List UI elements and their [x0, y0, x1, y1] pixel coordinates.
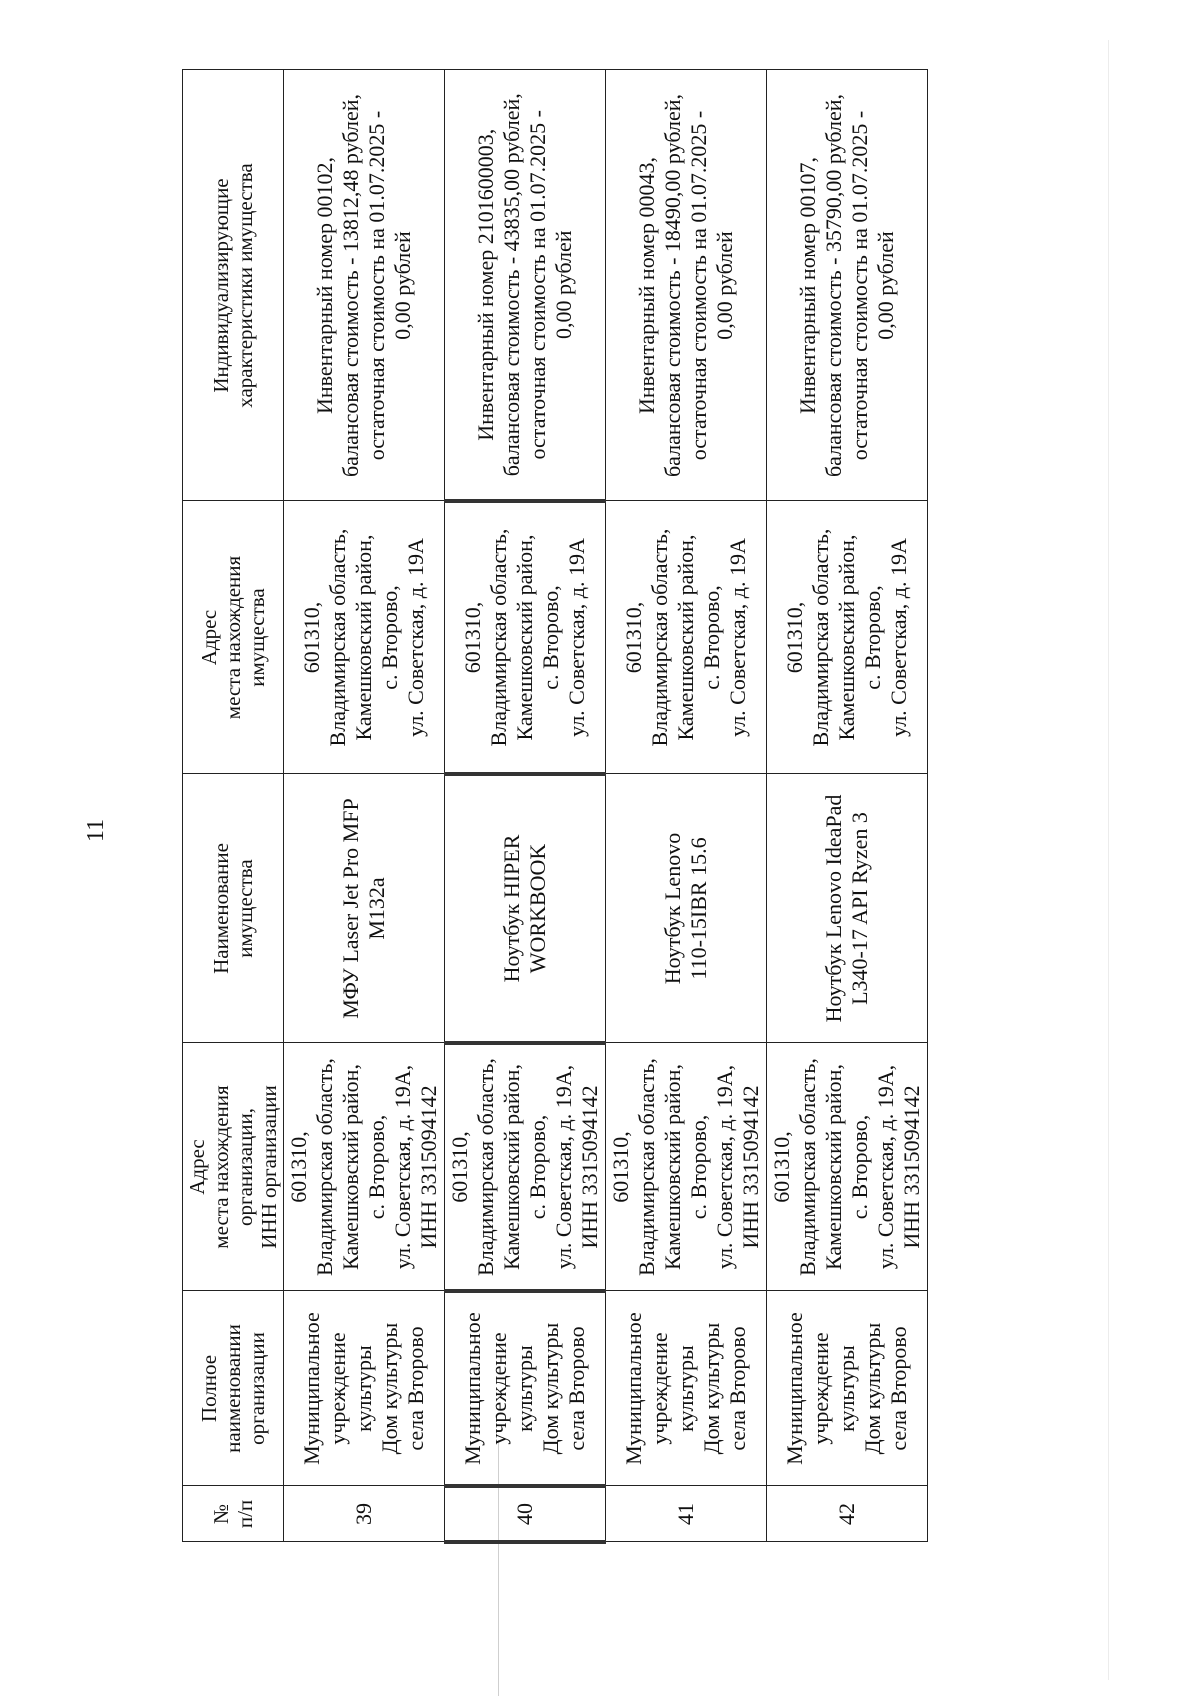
header-characteristics: Индивидуализирующие характеристики имущества: [183, 70, 284, 501]
cell-characteristics: Инвентарный номер 00102, балансовая стоимость - 13812,48 рублей, остаточная стоимость на 01.07.2025 - 0,00 рублей: [284, 70, 445, 501]
cell-property-address: 601310, Владимирская область, Камешковский район, с. Второво, ул. Советская, д. 19А: [445, 501, 606, 774]
header-org-name: Полное наименовании организации: [183, 1291, 284, 1486]
cell-num: 42: [767, 1486, 928, 1542]
header-property-name: Наименование имущества: [183, 774, 284, 1043]
table-row: [284, 70, 445, 1542]
cell-characteristics: Инвентарный номер 2101600003, балансовая стоимость - 43835,00 рублей, остаточная стоимость на 01.07.2025 - 0,00 рублей: [445, 70, 606, 501]
table-row: [767, 70, 928, 1542]
header-property-address: Адрес места нахождения имущества: [183, 501, 284, 774]
cell-org-address: 601310, Владимирская область, Камешковский район, с. Второво, ул. Советская, д. 19А, ИНН 3315094142: [445, 1043, 606, 1291]
scan-artifact-line-right: [1108, 40, 1109, 1680]
cell-property-name: МФУ Laser Jet Pro MFP M132a: [284, 774, 445, 1043]
cell-property-address: 601310, Владимирская область, Камешковский район, с. Второво, ул. Советская, д. 19А: [606, 501, 767, 774]
cell-org-address: 601310, Владимирская область, Камешковский район, с. Второво, ул. Советская, д. 19А, ИНН 3315094142: [606, 1043, 767, 1291]
cell-org-name: Муниципальное учреждение культуры Дом культуры села Второво: [606, 1291, 767, 1486]
table-row: [606, 70, 767, 1542]
cell-org-address: 601310, Владимирская область, Камешковский район, с. Второво, ул. Советская, д. 19А, ИНН 3315094142: [284, 1043, 445, 1291]
cell-org-address: 601310, Владимирская область, Камешковский район, с. Второво, ул. Советская, д. 19А, ИНН 3315094142: [767, 1043, 928, 1291]
cell-property-name: Ноутбук Lenovo IdeaPad L340-17 API Ryzen 3: [767, 774, 928, 1043]
header-num: № п/п: [183, 1486, 284, 1542]
cell-num: 41: [606, 1486, 767, 1542]
header-org-address: Адрес места нахождения организации, ИНН организации: [183, 1043, 284, 1291]
cell-property-name: Ноутбук HIPER WORKBOOK: [445, 774, 606, 1043]
cell-property-address: 601310, Владимирская область, Камешковский район, с. Второво, ул. Советская, д. 19А: [767, 501, 928, 774]
table-row: [445, 70, 606, 1542]
cell-org-name: Муниципальное учреждение культуры Дом культуры села Второво: [445, 1291, 606, 1486]
cell-num: 40: [445, 1486, 606, 1542]
cell-property-address: 601310, Владимирская область, Камешковский район, с. Второво, ул. Советская, д. 19А: [284, 501, 445, 774]
table-header-row: [183, 70, 284, 1542]
cell-property-name: Ноутбук Lenovo 110-15IBR 15.6: [606, 774, 767, 1043]
rotated-table-container: [182, 72, 922, 1544]
page-number: 11: [83, 818, 109, 842]
cell-org-name: Муниципальное учреждение культуры Дом культуры села Второво: [284, 1291, 445, 1486]
cell-org-name: Муниципальное учреждение культуры Дом культуры села Второво: [767, 1291, 928, 1486]
cell-characteristics: Инвентарный номер 00043, балансовая стоимость - 18490,00 рублей, остаточная стоимость на 01.07.2025 - 0,00 рублей: [606, 70, 767, 501]
property-table: [182, 70, 928, 1545]
cell-characteristics: Инвентарный номер 00107, балансовая стоимость - 35790,00 рублей, остаточная стоимость на 01.07.2025 - 0,00 рублей: [767, 70, 928, 501]
cell-num: 39: [284, 1486, 445, 1542]
